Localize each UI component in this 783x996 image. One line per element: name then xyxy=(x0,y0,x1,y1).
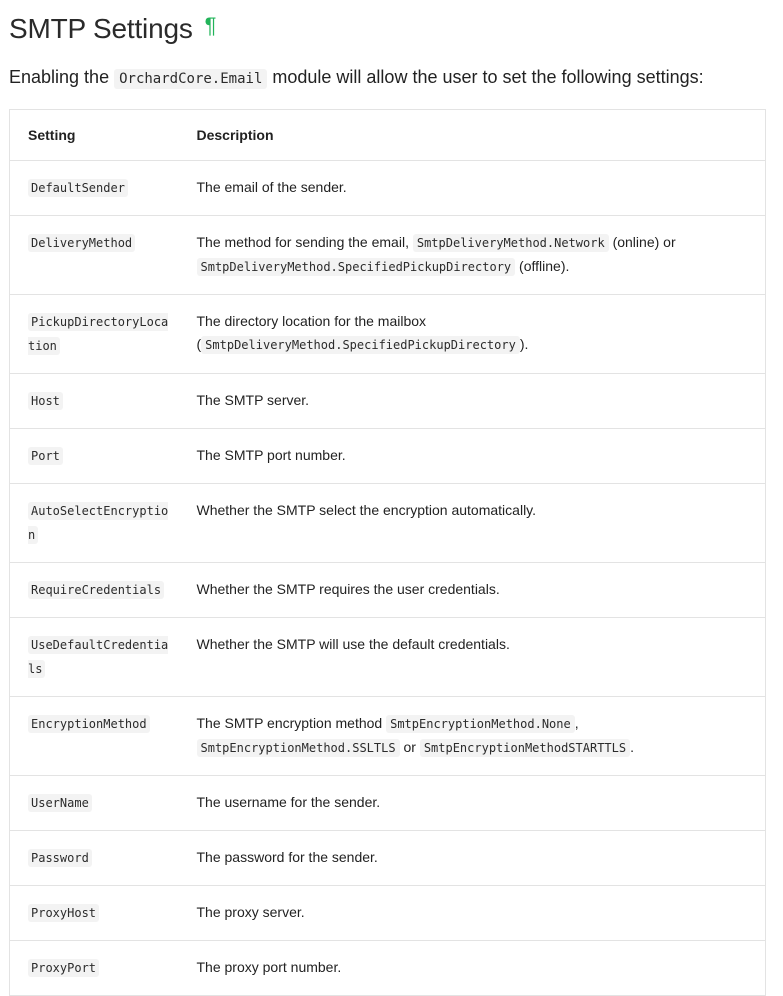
setting-cell xyxy=(10,941,179,996)
description-code: SmtpEncryptionMethod.None xyxy=(386,715,575,733)
description-text: Whether the SMTP select the encryption automatically. xyxy=(196,502,537,518)
setting-name: DefaultSender xyxy=(28,179,128,197)
description-text: Whether the SMTP will use the default credentials. xyxy=(196,636,510,652)
description-text: The directory location for the mailbox ( xyxy=(196,313,427,352)
description-cell xyxy=(179,563,766,618)
table-row xyxy=(10,429,766,484)
table-row xyxy=(10,563,766,618)
setting-cell xyxy=(10,831,179,886)
description-text: The password for the sender. xyxy=(196,849,378,865)
description-text: . xyxy=(630,739,634,755)
setting-name: Host xyxy=(28,392,63,410)
setting-name: UserName xyxy=(28,794,92,812)
settings-table xyxy=(9,109,766,996)
description-text: The method for sending the email, xyxy=(196,234,413,250)
table-row xyxy=(10,161,766,216)
description-code: SmtpDeliveryMethod.Network xyxy=(413,234,609,252)
description-cell xyxy=(179,697,766,776)
description-code: SmtpDeliveryMethod.SpecifiedPickupDirectory xyxy=(197,258,516,276)
setting-name: Port xyxy=(28,447,63,465)
setting-cell xyxy=(10,161,179,216)
table-row xyxy=(10,374,766,429)
description-cell xyxy=(179,618,766,697)
setting-cell xyxy=(10,697,179,776)
description-text: The SMTP port number. xyxy=(196,447,346,463)
table-row xyxy=(10,484,766,563)
setting-name: UseDefaultCredentials xyxy=(28,638,169,676)
table-header-row xyxy=(10,110,766,161)
setting-cell xyxy=(10,618,179,697)
description-text: (offline). xyxy=(515,258,570,274)
description-code: SmtpEncryptionMethod.SSLTLS xyxy=(197,739,400,757)
description-text: or xyxy=(399,739,420,755)
description-cell xyxy=(179,886,766,941)
description-text: The proxy port number. xyxy=(196,959,342,975)
setting-cell xyxy=(10,886,179,941)
description-cell xyxy=(179,776,766,831)
intro-paragraph xyxy=(9,66,766,90)
description-cell xyxy=(179,484,766,563)
description-text: The username for the sender. xyxy=(196,794,381,810)
table-row xyxy=(10,295,766,374)
column-header-description: Description xyxy=(179,110,766,161)
description-text: The proxy server. xyxy=(196,904,305,920)
intro-text-after: module will allow the user to set the following settings: xyxy=(267,67,704,87)
description-text: (online) or xyxy=(608,234,676,250)
description-code: SmtpDeliveryMethod.SpecifiedPickupDirectory xyxy=(201,336,520,354)
column-header-setting: Setting xyxy=(10,110,179,161)
description-text: The SMTP server. xyxy=(196,392,310,408)
setting-name: Password xyxy=(28,849,92,867)
description-text: , xyxy=(574,715,579,731)
description-text: ). xyxy=(519,336,529,352)
description-cell xyxy=(179,374,766,429)
setting-cell xyxy=(10,563,179,618)
setting-name: AutoSelectEncryption xyxy=(28,504,169,542)
setting-name: RequireCredentials xyxy=(28,581,164,599)
page-title-text: SMTP Settings xyxy=(9,13,193,44)
setting-cell xyxy=(10,776,179,831)
description-cell xyxy=(179,295,766,374)
description-cell xyxy=(179,216,766,295)
setting-cell xyxy=(10,429,179,484)
setting-cell xyxy=(10,295,179,374)
setting-name: ProxyHost xyxy=(28,904,99,922)
description-cell xyxy=(179,429,766,484)
settings-table-body xyxy=(10,161,766,996)
intro-text-before: Enabling the xyxy=(9,67,115,87)
table-row xyxy=(10,776,766,831)
table-row xyxy=(10,618,766,697)
table-row xyxy=(10,216,766,295)
description-code: SmtpEncryptionMethodSTARTTLS xyxy=(420,739,630,757)
setting-cell xyxy=(10,484,179,563)
table-row xyxy=(10,886,766,941)
setting-name: DeliveryMethod xyxy=(28,234,135,252)
setting-name: PickupDirectoryLocation xyxy=(28,315,169,353)
table-row xyxy=(10,831,766,886)
setting-name: ProxyPort xyxy=(28,959,99,977)
description-cell xyxy=(179,941,766,996)
pilcrow-icon[interactable]: ¶ xyxy=(204,13,217,38)
intro-module-code: OrchardCore.Email xyxy=(114,69,267,89)
page-title xyxy=(9,0,766,50)
table-row xyxy=(10,941,766,996)
setting-cell xyxy=(10,374,179,429)
description-text: Whether the SMTP requires the user credentials. xyxy=(196,581,500,597)
description-cell xyxy=(179,161,766,216)
table-row xyxy=(10,697,766,776)
description-text: The SMTP encryption method xyxy=(196,715,387,731)
description-text: The email of the sender. xyxy=(196,179,347,195)
setting-name: EncryptionMethod xyxy=(28,715,150,733)
description-cell xyxy=(179,831,766,886)
setting-cell xyxy=(10,216,179,295)
